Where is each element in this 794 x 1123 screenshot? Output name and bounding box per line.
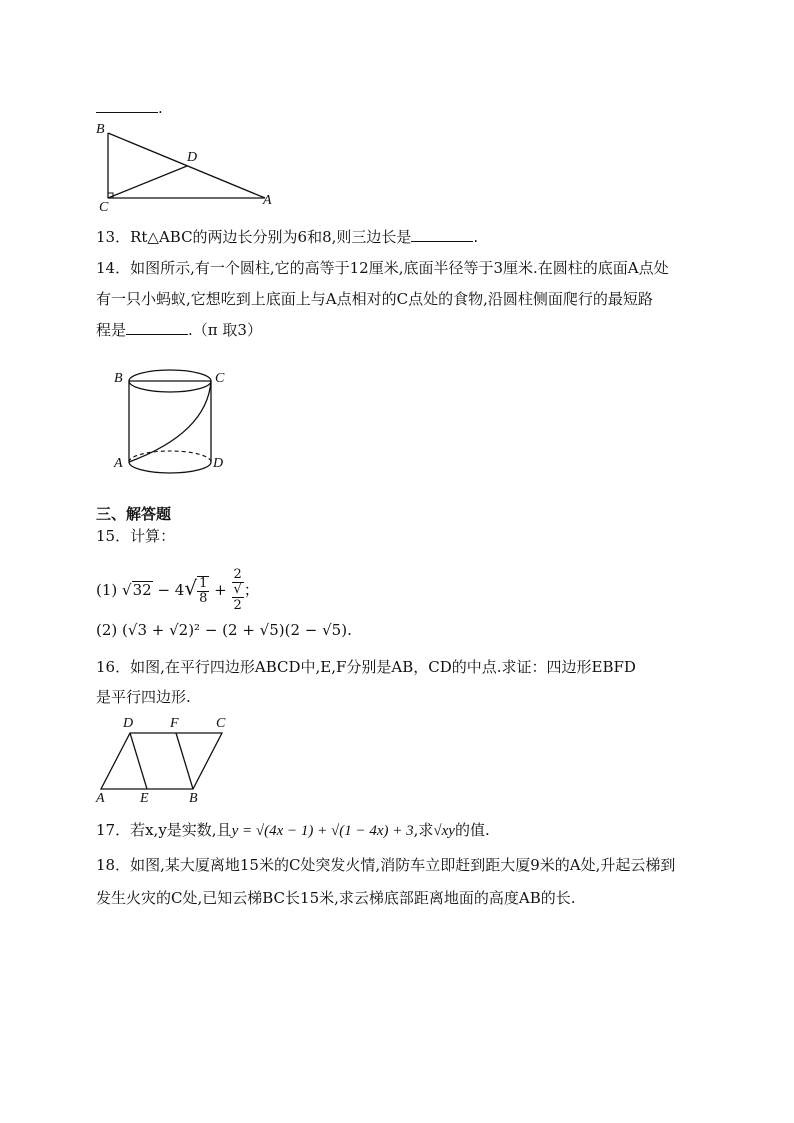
- fig1-label-d: D: [187, 150, 198, 165]
- q15-p1-plus: +: [214, 581, 227, 599]
- question-16-line1: 16．如图,在平行四边形ABCD中,E,F分别是AB，CD的中点.求证：四边形EBFD: [96, 658, 636, 676]
- q15-p1-minus4: − 4: [157, 581, 185, 599]
- question-16-line2: 是平行四边形.: [96, 688, 191, 706]
- answer-blank-line: .: [96, 98, 163, 118]
- q15-p1-label: (1): [96, 581, 118, 599]
- q17-prefix: 17．若x,y是实数,且: [96, 821, 232, 839]
- question-15-title: 15．计算：: [96, 527, 176, 545]
- fig1-label-c: C: [99, 200, 109, 215]
- q13-text: 13．Rt△ABC的两边长分别为6和8,则三边长是: [96, 228, 412, 246]
- fig3-label-a: A: [96, 791, 105, 806]
- fig2-label-b: B: [114, 371, 123, 386]
- fig3-label-f: F: [170, 716, 179, 731]
- fig2-label-d: D: [213, 456, 224, 471]
- segment-de: [130, 733, 147, 789]
- fig3-label-e: E: [140, 791, 149, 806]
- fig2-label-a: A: [114, 456, 123, 471]
- q15-p1-frac2-num: 2: [233, 567, 242, 582]
- q15-p1-frac-num: 1: [199, 576, 208, 591]
- fig3-label-b: B: [189, 791, 198, 806]
- question-15-part1: (1) √32 − 4√ $\frac{1}{8}$ + 2 √ 2 ；: [96, 567, 259, 613]
- fig3-label-d: D: [123, 716, 134, 731]
- q15-p1-end: ；: [243, 581, 259, 599]
- question-18-line2: 发生火灾的C处,已知云梯BC长15米,求云梯底部距离地面的高度AB的长.: [96, 889, 576, 907]
- q13-tail: .: [473, 228, 479, 246]
- q15-p1-sqrt32: 32: [132, 581, 152, 599]
- q14-suffix: .（π 取3）: [188, 321, 262, 339]
- q17-suffix: 的值.: [454, 821, 490, 839]
- section-title: 三、解答题: [96, 505, 172, 523]
- q15-p1-frac2-den: 2: [233, 598, 242, 613]
- fig3-label-c: C: [216, 716, 226, 731]
- q17-mid: ,求: [413, 821, 434, 839]
- q17-ask: √xy: [433, 823, 455, 839]
- q17-expression: y = √(4x − 1) + √(1 − 4x) + 3: [231, 823, 414, 839]
- fig1-label-b: B: [96, 122, 105, 137]
- q15-p2-expr: (√3 + √2)² − (2 + √5)(2 − √5).: [122, 621, 352, 639]
- segment-fb: [176, 733, 193, 789]
- q15-p2-label: (2): [96, 621, 118, 639]
- q15-p1-frac-den: 8: [199, 591, 208, 606]
- fig1-label-a: A: [263, 193, 272, 208]
- question-18-line1: 18．如图,某大厦离地15米的C处突发火情,消防车立即赶到距大厦9米的A处,升起云梯到: [96, 856, 676, 874]
- q14-prefix: 程是: [96, 321, 127, 339]
- question-17: [96, 820, 490, 841]
- fig2-label-c: C: [215, 371, 225, 386]
- parallelogram-abcd: [101, 733, 222, 789]
- question-14-line2: 有一只小蚂蚁,它想吃到上底面上与A点相对的C点处的食物,沿圆柱侧面爬行的最短路: [96, 290, 653, 308]
- question-14-line1: 14．如图所示,有一个圆柱,它的高等于12厘米,底面半径等于3厘米.在圆柱的底面A点处: [96, 259, 669, 277]
